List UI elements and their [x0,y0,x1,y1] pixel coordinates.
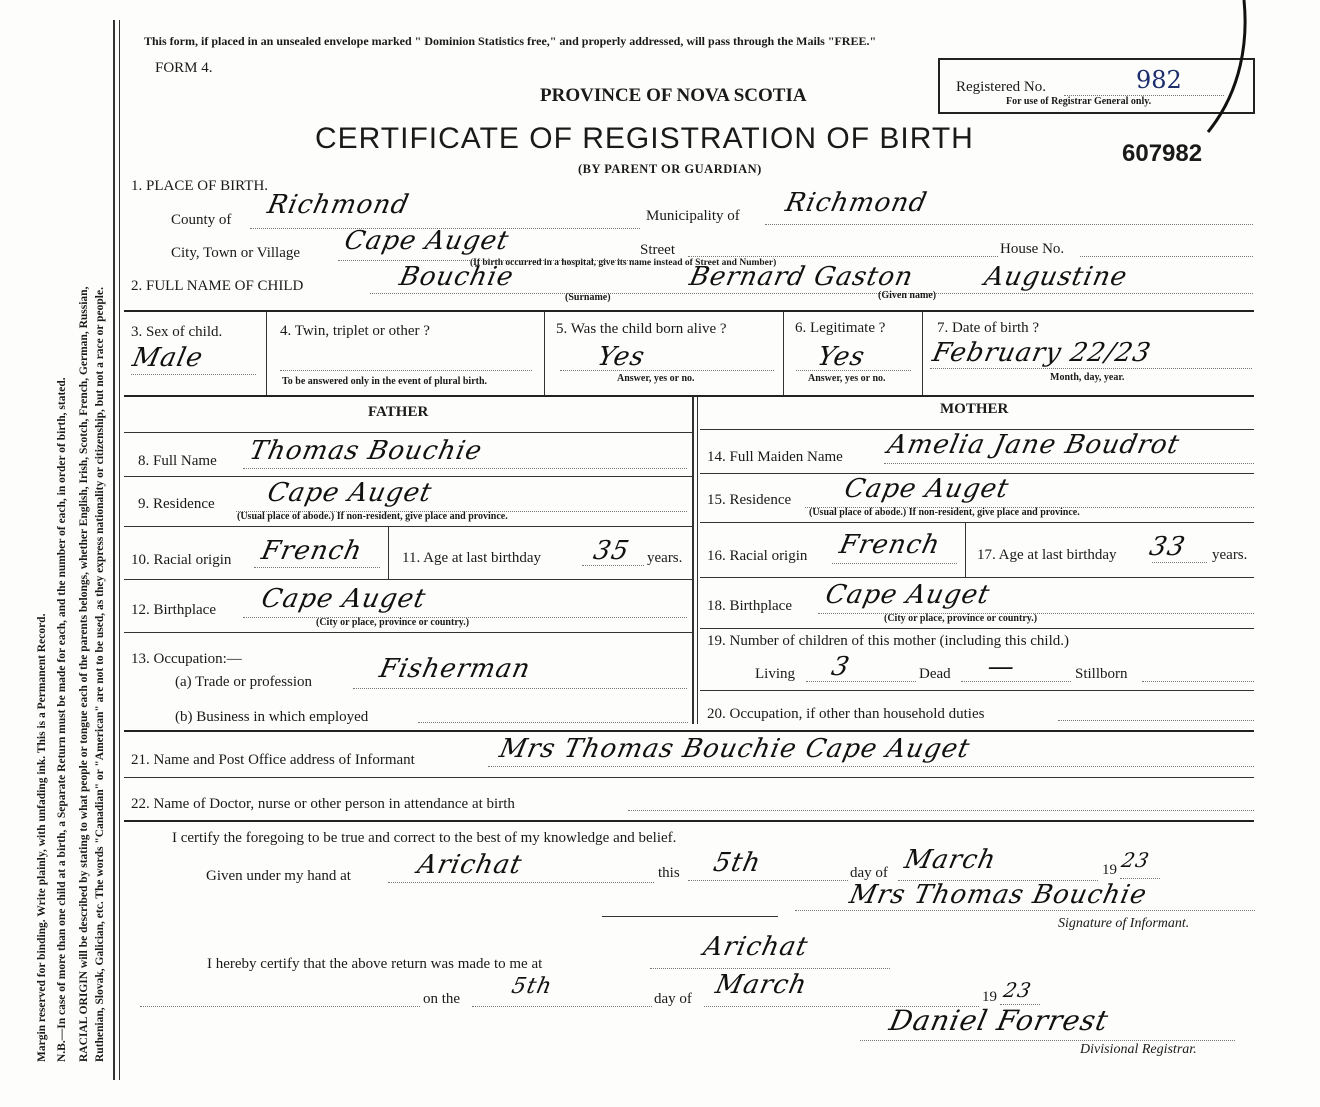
doctor-label: 22. Name of Doctor, nurse or other person in attendance at birth [131,796,515,812]
rule-2 [124,395,1254,397]
living-line [806,681,916,682]
dob-value: February 22/23 [929,338,1154,368]
mother-residence-value: Cape Auget [841,474,1012,504]
year2-prefix: 19 [982,989,997,1005]
informant-label: 21. Name and Post Office address of Informant [131,752,415,768]
hospital-note: (If birth occurred in a hospital, give its name instead of Street and Number) [470,258,777,268]
legitimate-label: 6. Legitimate ? [795,320,886,336]
child-name-line [370,293,1253,294]
father-race-value: French [258,536,366,566]
year2-value: 23 [1001,978,1035,1002]
father-heading: FATHER [368,404,429,420]
mother-birthplace-note: (City or place, province or country.) [884,613,1038,624]
rule-4 [124,820,1254,822]
margin-rule [113,20,115,1080]
twin-label: 4. Twin, triplet or other ? [280,323,430,339]
return-place-value: Arichat [700,932,811,962]
surname-note: (Surname) [565,292,611,303]
mother-name-label: 14. Full Maiden Name [707,449,843,465]
doctor-line [628,810,1254,811]
alive-note: Answer, yes or no. [617,373,695,384]
rule [124,632,692,633]
father-race-label: 10. Racial origin [131,552,232,568]
rule [124,476,692,477]
given-place-value: Arichat [414,850,525,880]
rule-3 [124,730,1254,732]
father-residence-value: Cape Auget [264,478,435,508]
onthe-label: on the [423,991,461,1007]
divider [388,527,389,579]
informant-signature: Mrs Thomas Bouchie [846,880,1150,910]
alive-value: Yes [594,342,648,372]
living-value: 3 [828,652,853,682]
city-value: Cape Auget [341,226,512,256]
father-birthplace-label: 12. Birthplace [131,602,216,618]
place-of-birth-label: 1. PLACE OF BIRTH. [131,178,269,194]
municipality-line [765,224,1253,225]
father-residence-label: 9. Residence [138,496,215,512]
dob-note: Month, day, year. [1050,372,1125,383]
margin-text-3: RACIAL ORIGIN will be described by stating to what people or tongue each of the parents belongs, whether English, Irish, Scotch, French, German, Russian, [78,286,90,1062]
this-line [688,880,848,881]
blank-line [602,916,778,917]
father-business-line [418,722,688,723]
this-label: this [658,865,680,881]
dob-label: 7. Date of birth ? [937,320,1040,336]
registered-note: For use of Registrar General only. [1006,96,1152,107]
rule [700,690,1254,691]
divider [922,312,923,395]
dayof2-label: day of [654,991,692,1007]
dead-value: — [984,652,1019,682]
alive-line [560,370,774,371]
mother-occupation-line [1058,720,1254,721]
registered-label: Registered No. [956,79,1046,95]
month-value: March [901,845,1000,875]
rule [700,577,1254,578]
father-occupation-label: 13. Occupation:— [131,651,242,667]
rule [700,628,1254,629]
stillborn-label: Stillborn [1075,666,1128,682]
mother-name-value: Amelia Jane Boudrot [884,430,1183,460]
street-line [688,256,998,257]
municipality-label: Municipality of [646,208,740,224]
legitimate-value: Yes [814,342,868,372]
mother-heading: MOTHER [940,401,1009,417]
county-label: County of [171,212,232,228]
page-title: CERTIFICATE OF REGISTRATION OF BIRTH [315,122,974,155]
father-birthplace-value: Cape Auget [258,584,429,614]
father-trade-label: (a) Trade or profession [175,674,313,690]
father-age-label: 11. Age at last birthday [402,550,541,566]
father-trade-line [353,688,687,689]
mother-age-label: 17. Age at last birthday [977,547,1117,563]
onthe-lead-line [140,1006,420,1007]
registrar-signature: Daniel Forrest [886,1004,1112,1037]
registrar-line [860,1040,1235,1041]
parents-divider [692,397,694,724]
mother-children-label: 19. Number of children of this mother (including this child.) [707,633,1070,649]
father-heading-rule [124,432,692,433]
father-name-line [243,468,687,469]
rule [124,777,1254,778]
rule [700,522,1254,523]
margin-text-4: Ruthenian, Slovak, Galician, etc. The words "Canadian" or "American" are not to be used, as they express nationality or citizenship, but not a race or people. [94,287,106,1062]
father-name-label: 8. Full Name [138,453,217,469]
given-line [388,882,654,883]
mother-name-line [884,463,1254,464]
sex-value: Male [129,343,207,373]
year-value: 23 [1119,848,1153,872]
house-label: House No. [1000,241,1065,257]
mother-occupation-label: 20. Occupation, if other than household duties [707,706,985,722]
street-label: Street [640,242,675,258]
page-subtitle: (BY PARENT OR GUARDIAN) [578,162,762,176]
divider [266,312,267,395]
father-age-value: 35 [590,536,633,566]
return-place-line [650,968,890,969]
form-number: FORM 4. [155,60,213,76]
dead-line [961,681,1071,682]
parents-divider-2 [697,397,698,724]
month2-value: March [712,970,811,1000]
dead-label: Dead [919,666,951,682]
year-prefix: 19 [1102,862,1117,878]
this-value: 5th [710,848,764,878]
father-birthplace-note: (City or place, province or country.) [316,617,470,628]
mother-age-unit: years. [1212,547,1248,563]
mail-notice: This form, if placed in an unsealed envelope marked " Dominion Statistics free," and properly addressed, will pass through the Mails "FREE." [144,34,877,48]
serial-stamp: 607982 [1122,140,1203,167]
year-line [1120,878,1160,879]
living-label: Living [755,666,795,682]
divider [544,312,545,395]
margin-text-1: Margin reserved for binding. Write plainly, with unfading ink. This is a Permanent Record. [36,613,48,1062]
certify-text: I certify the foregoing to be true and correct to the best of my knowledge and belief. [172,830,677,846]
mother-residence-label: 15. Residence [707,492,792,508]
city-label: City, Town or Village [171,245,301,261]
municipality-value: Richmond [782,188,931,218]
child-extra-value: Augustine [981,262,1131,292]
sex-label: 3. Sex of child. [131,324,223,340]
dayof-label: day of [850,865,888,881]
onthe-value: 5th [509,974,555,999]
dob-line [930,368,1252,369]
child-surname-value: Bouchie [396,262,517,292]
mother-race-label: 16. Racial origin [707,548,808,564]
mother-residence-note: (Usual place of abode.) If non-resident, give place and province. [809,507,1080,518]
father-business-label: (b) Business in which employed [175,709,369,725]
mother-age-value: 33 [1146,532,1189,562]
father-age-unit: years. [647,550,683,566]
onthe-line [472,1006,652,1007]
mother-birthplace-label: 18. Birthplace [707,598,792,614]
mother-birthplace-value: Cape Auget [822,580,993,610]
margin-text-2: N.B.—In case of more than one child at a birth, a Separate Return must be made for each, and the number of each, in order of birth, stated. [56,377,68,1062]
province-heading: PROVINCE OF NOVA SCOTIA [540,85,807,106]
informant-value: Mrs Thomas Bouchie Cape Auget [496,734,973,764]
county-value: Richmond [264,190,413,220]
registrar-caption: Divisional Registrar. [1080,1042,1197,1057]
twin-note: To be answered only in the event of plural birth. [282,376,488,387]
rule [124,526,692,527]
signature-line [795,910,1255,911]
divider [783,312,784,395]
father-name-value: Thomas Bouchie [246,436,486,466]
house-line [1080,256,1253,257]
given-name-note: (Given name) [878,290,937,301]
mother-race-line [832,563,957,564]
father-trade-value: Fisherman [376,654,534,684]
margin-rule-2 [119,20,120,1080]
given-label: Given under my hand at [206,868,351,884]
informant-line [488,766,1254,767]
rule [124,579,692,580]
stillborn-line [1142,681,1254,682]
signature-caption: Signature of Informant. [1058,916,1190,931]
registered-number: 982 [1136,66,1182,94]
mother-age-line [1152,562,1207,563]
father-residence-note: (Usual place of abode.) If non-resident, give place and province. [237,511,508,522]
pen-mark [1196,0,1256,140]
rule-1 [124,310,1254,312]
father-race-line [254,567,380,568]
twin-line [280,370,532,371]
return-certify-text: I hereby certify that the above return was made to me at [207,956,543,972]
child-name-label: 2. FULL NAME OF CHILD [131,278,304,294]
legitimate-note: Answer, yes or no. [808,373,886,384]
divider [965,523,966,577]
sex-line [131,374,256,375]
mother-race-value: French [836,530,944,560]
alive-label: 5. Was the child born alive ? [556,321,727,337]
child-given-value: Bernard Gaston [686,262,917,292]
